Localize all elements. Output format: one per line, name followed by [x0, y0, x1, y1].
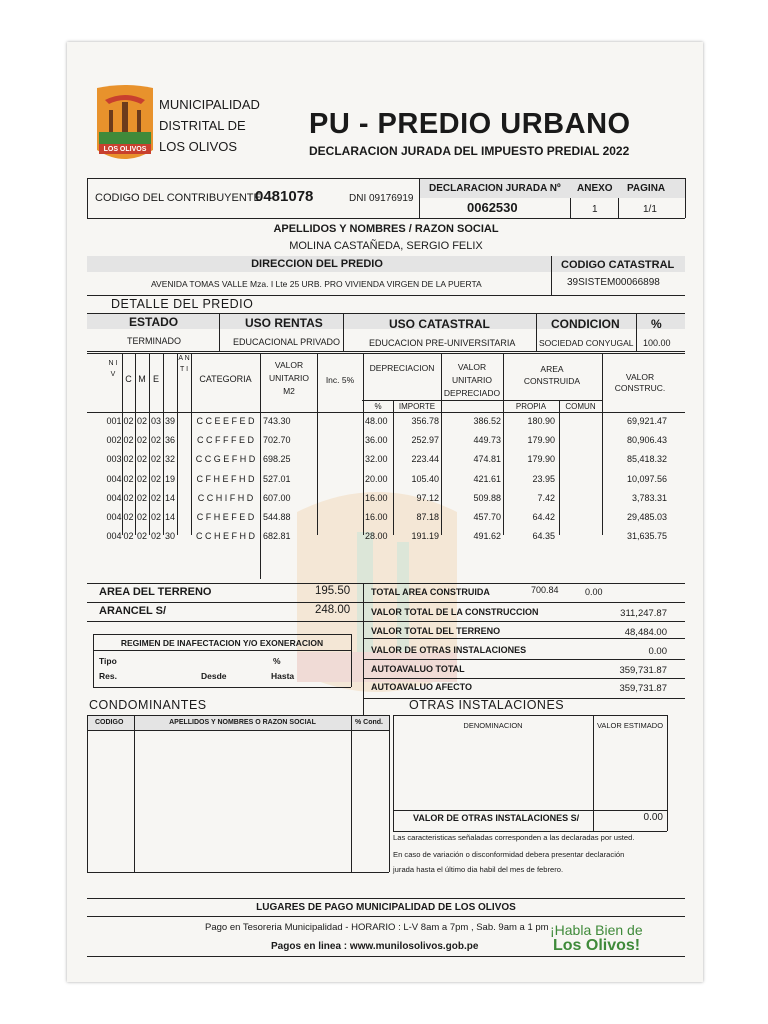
cell-ant: 14 [164, 492, 175, 503]
cell-pct: 16.00 [365, 492, 388, 503]
anexo-value: 1 [592, 204, 598, 215]
arancel-label: ARANCEL S/ [99, 605, 167, 617]
cell-vud: 474.81 [473, 454, 501, 465]
col-dep-importe: IMPORTE [398, 402, 436, 411]
cell-vc: 69,921.47 [626, 416, 667, 426]
cell-cat: C F H E F H D [196, 473, 255, 484]
cell-propia: 64.35 [532, 531, 555, 542]
cell-c: 02 [123, 473, 134, 484]
cell-pct: 16.00 [365, 512, 388, 522]
cell-c: 02 [123, 435, 134, 446]
cell-propia: 179.90 [527, 435, 555, 446]
vt-terreno-value: 48,484.00 [624, 627, 667, 638]
uso-catastral-label: USO CATASTRAL [389, 317, 490, 331]
cell-vud: 386.52 [473, 416, 501, 426]
otras-total-value: 0.00 [643, 812, 663, 823]
cell-niv: 003 [106, 454, 122, 465]
autoavaluo-afecto-label: AUTOAVALUO AFECTO [371, 682, 472, 692]
cell-imp: 105.40 [411, 473, 439, 484]
cell-niv: 002 [106, 435, 122, 446]
cell-vc: 29,485.03 [626, 512, 667, 522]
otras-instalaciones-label: VALOR DE OTRAS INSTALACIONES [371, 645, 527, 655]
cell-ant: 32 [164, 454, 175, 465]
arancel-value: 248.00 [315, 604, 351, 616]
cell-niv: 004 [106, 531, 122, 542]
otras-col-valor: VALOR ESTIMADO [596, 721, 664, 730]
cell-imp: 223.44 [411, 454, 439, 465]
otras-col-denominacion: DENOMINACION [463, 721, 523, 730]
cell-pct: 36.00 [365, 435, 388, 446]
cell-pct: 32.00 [365, 454, 388, 465]
estado-label: ESTADO [129, 315, 179, 329]
cell-imp: 87.18 [416, 512, 439, 522]
cell-c: 02 [123, 531, 134, 542]
detalle-title: DETALLE DEL PREDIO [111, 297, 254, 311]
cell-c: 02 [123, 512, 134, 522]
owner-label: APELLIDOS Y NOMBRES / RAZON SOCIAL [273, 223, 499, 235]
col-niv: N I V [108, 360, 118, 378]
cell-imp: 191.19 [411, 531, 439, 542]
col-propia: PROPIA [515, 402, 547, 411]
cell-propia: 179.90 [527, 454, 555, 465]
uso-rentas-label: USO RENTAS [245, 316, 323, 330]
pct-label: % [651, 317, 662, 331]
nota-line1: Las caracteristicas señaladas corresponden a las declaradas por usted. [393, 833, 635, 842]
cell-vud: 491.62 [473, 531, 501, 542]
contribuyente-label: CODIGO DEL CONTRIBUYENTE [95, 192, 261, 204]
cell-imp: 252.97 [411, 435, 439, 446]
cell-ant: 36 [164, 435, 175, 446]
col-valor-unitario: VALOR UNITARIO M2 [269, 360, 309, 396]
autoavaluo-afecto-value: 359,731.87 [619, 683, 667, 694]
col-valor-depreciado: VALOR UNITARIO DEPRECIADO [443, 362, 501, 398]
uso-catastral-value: EDUCACION PRE-UNIVERSITARIA [369, 338, 516, 348]
cell-niv: 001 [106, 416, 122, 426]
col-dep-pct: % [374, 402, 382, 411]
col-ant: A N T I [178, 355, 190, 373]
cell-vud: 457.70 [473, 512, 501, 522]
cell-pct: 20.00 [365, 473, 388, 484]
direccion-value: AVENIDA TOMAS VALLE Mza. I Lte 25 URB. PRO VIVIENDA VIRGEN DE LA PUERTA [151, 279, 482, 289]
cell-m: 02 [136, 492, 147, 503]
autoavaluo-total-label: AUTOAVALUO TOTAL [371, 664, 465, 674]
total-area-label: TOTAL AREA CONSTRUIDA [371, 587, 490, 597]
cell-vu: 682.81 [263, 531, 291, 542]
cell-m: 02 [136, 435, 147, 446]
cell-propia: 64.42 [532, 512, 555, 522]
area-terreno-label: AREA DEL TERRENO [99, 586, 212, 598]
cell-m: 02 [136, 473, 147, 484]
condominantes-title: CONDOMINANTES [89, 698, 207, 712]
document-sheet [67, 42, 703, 982]
cell-ant: 39 [164, 416, 175, 426]
cell-e: 02 [150, 454, 161, 465]
cell-vc: 31,635.75 [626, 531, 667, 542]
col-inc: Inc. 5% [325, 375, 355, 385]
otras-instalaciones-value: 0.00 [648, 646, 667, 657]
cell-imp: 97.12 [416, 492, 439, 503]
cell-propia: 23.95 [532, 473, 555, 484]
cell-c: 02 [123, 416, 134, 426]
cell-e: 02 [150, 492, 161, 503]
cell-e: 02 [150, 473, 161, 484]
footer-slogan-1: ¡Habla Bien de [550, 922, 643, 938]
cell-vud: 421.61 [473, 473, 501, 484]
col-e: E [152, 374, 159, 384]
col-comun: COMUN [565, 402, 596, 411]
logo-caption: LOS OLIVOS [103, 146, 147, 153]
cell-m: 02 [136, 531, 147, 542]
vt-terreno-label: VALOR TOTAL DEL TERRENO [371, 626, 501, 636]
uso-rentas-value: EDUCACIONAL PRIVADO [233, 337, 341, 347]
muni-name-line2: DISTRITAL DE [159, 118, 246, 133]
cell-niv: 004 [106, 512, 122, 522]
condicion-label: CONDICION [551, 317, 620, 331]
cell-vu: 743.30 [263, 416, 291, 426]
cell-cat: C C E E F E D [196, 416, 255, 426]
muni-name-line3: LOS OLIVOS [159, 139, 238, 154]
cell-vu: 702.70 [263, 435, 291, 446]
pagina-label: PAGINA [627, 183, 666, 194]
area-terreno-value: 195.50 [315, 585, 351, 597]
cell-vc: 3,783.31 [631, 492, 667, 503]
col-categoria: CATEGORIA [199, 374, 252, 384]
col-valor-construc: VALOR CONSTRUC. [614, 372, 666, 393]
cell-pct: 48.00 [365, 416, 388, 426]
cell-vc: 10,097.56 [626, 473, 667, 484]
cell-m: 02 [136, 454, 147, 465]
cell-ant: 30 [164, 531, 175, 542]
condicion-value: SOCIEDAD CONYUGAL [539, 338, 634, 348]
cell-imp: 356.78 [411, 416, 439, 426]
footer-slogan-2: Los Olivos! [553, 937, 641, 954]
cell-e: 02 [150, 512, 161, 522]
cell-pct: 28.00 [365, 531, 388, 542]
regimen-title: REGIMEN DE INAFECTACION Y/O EXONERACION [120, 638, 324, 648]
cell-cat: C C H I F H D [197, 492, 254, 503]
catastral-value: 39SISTEM00066898 [567, 277, 660, 288]
cond-col-pct: % Cond. [355, 719, 383, 726]
col-c: C [125, 374, 132, 384]
regimen-pct: % [273, 656, 281, 666]
cell-vud: 449.73 [473, 435, 501, 446]
vt-construccion-label: VALOR TOTAL DE LA CONSTRUCCION [371, 607, 539, 617]
cell-propia: 180.90 [527, 416, 555, 426]
cell-vu: 698.25 [263, 454, 291, 465]
cell-e: 02 [150, 531, 161, 542]
cell-c: 02 [123, 454, 134, 465]
autoavaluo-total-value: 359,731.87 [619, 665, 667, 676]
dj-number: 0062530 [467, 200, 518, 215]
cell-cat: C F H E F E D [196, 512, 255, 522]
total-area-comun: 0.00 [585, 587, 603, 597]
anexo-label: ANEXO [577, 183, 613, 194]
owner-name: MOLINA CASTAÑEDA, SERGIO FELIX [289, 240, 483, 252]
dj-label: DECLARACION JURADA Nº [429, 183, 561, 194]
col-m: M [138, 374, 146, 384]
muni-name-line1: MUNICIPALIDAD [159, 97, 260, 112]
cond-col-nombres: APELLIDOS Y NOMBRES O RAZON SOCIAL [169, 719, 316, 726]
cell-c: 02 [123, 492, 134, 503]
cell-ant: 19 [164, 473, 175, 484]
otras-title: OTRAS INSTALACIONES [409, 698, 565, 712]
vt-construccion-value: 311,247.87 [620, 608, 667, 619]
regimen-res: Res. [99, 671, 117, 681]
estado-value: TERMINADO [127, 336, 181, 346]
cond-col-codigo: CODIGO [95, 719, 124, 726]
cell-m: 02 [136, 416, 147, 426]
cell-propia: 7.42 [537, 492, 555, 503]
pct-value: 100.00 [643, 338, 671, 348]
cell-m: 02 [136, 512, 147, 522]
dni-value: DNI 09176919 [349, 193, 414, 204]
cell-vu: 544.88 [263, 512, 291, 522]
cell-cat: C C H E F H D [195, 531, 255, 542]
regimen-tipo: Tipo [99, 656, 117, 666]
regimen-desde: Desde [201, 671, 227, 681]
cell-cat: C C G E F H D [195, 454, 256, 465]
cell-niv: 004 [106, 473, 122, 484]
col-depreciacion: DEPRECIACION [369, 363, 435, 373]
footer-title: LUGARES DE PAGO MUNICIPALIDAD DE LOS OLIVOS [256, 902, 516, 913]
regimen-hasta: Hasta [271, 671, 295, 681]
document-title: PU - PREDIO URBANO [309, 108, 631, 140]
catastral-label: CODIGO CATASTRAL [561, 259, 675, 271]
cell-niv: 004 [106, 492, 122, 503]
cell-cat: C C F F F E D [197, 435, 254, 446]
col-area: AREA CONSTRUIDA [523, 364, 581, 386]
total-area-propia: 700.84 [531, 585, 559, 595]
nota-line2: En caso de variación o disconformidad debera presentar declaración [393, 850, 625, 859]
cell-vu: 527.01 [263, 473, 291, 484]
contribuyente-code: 0481078 [255, 188, 314, 205]
cell-vc: 85,418.32 [626, 454, 667, 465]
cell-vc: 80,906.43 [626, 435, 667, 446]
municipal-logo [95, 84, 155, 166]
footer-pago: Pago en Tesoreria Municipalidad - HORARIO : L-V 8am a 7pm , Sab. 9am a 1 pm [205, 922, 549, 933]
document-subtitle: DECLARACION JURADA DEL IMPUESTO PREDIAL 2022 [309, 144, 630, 158]
footer-online: Pagos en linea : www.munilosolivos.gob.pe [271, 941, 479, 952]
cell-vud: 509.88 [473, 492, 501, 503]
cell-e: 02 [150, 435, 161, 446]
cell-ant: 14 [164, 512, 175, 522]
direccion-label: DIRECCION DEL PREDIO [251, 258, 383, 270]
cell-e: 03 [150, 416, 161, 426]
nota-line3: jurada hasta el último dia habil del mes de febrero. [393, 865, 564, 874]
cell-vu: 607.00 [263, 492, 291, 503]
otras-total-label: VALOR DE OTRAS INSTALACIONES S/ [413, 813, 580, 823]
pagina-value: 1/1 [643, 204, 657, 215]
